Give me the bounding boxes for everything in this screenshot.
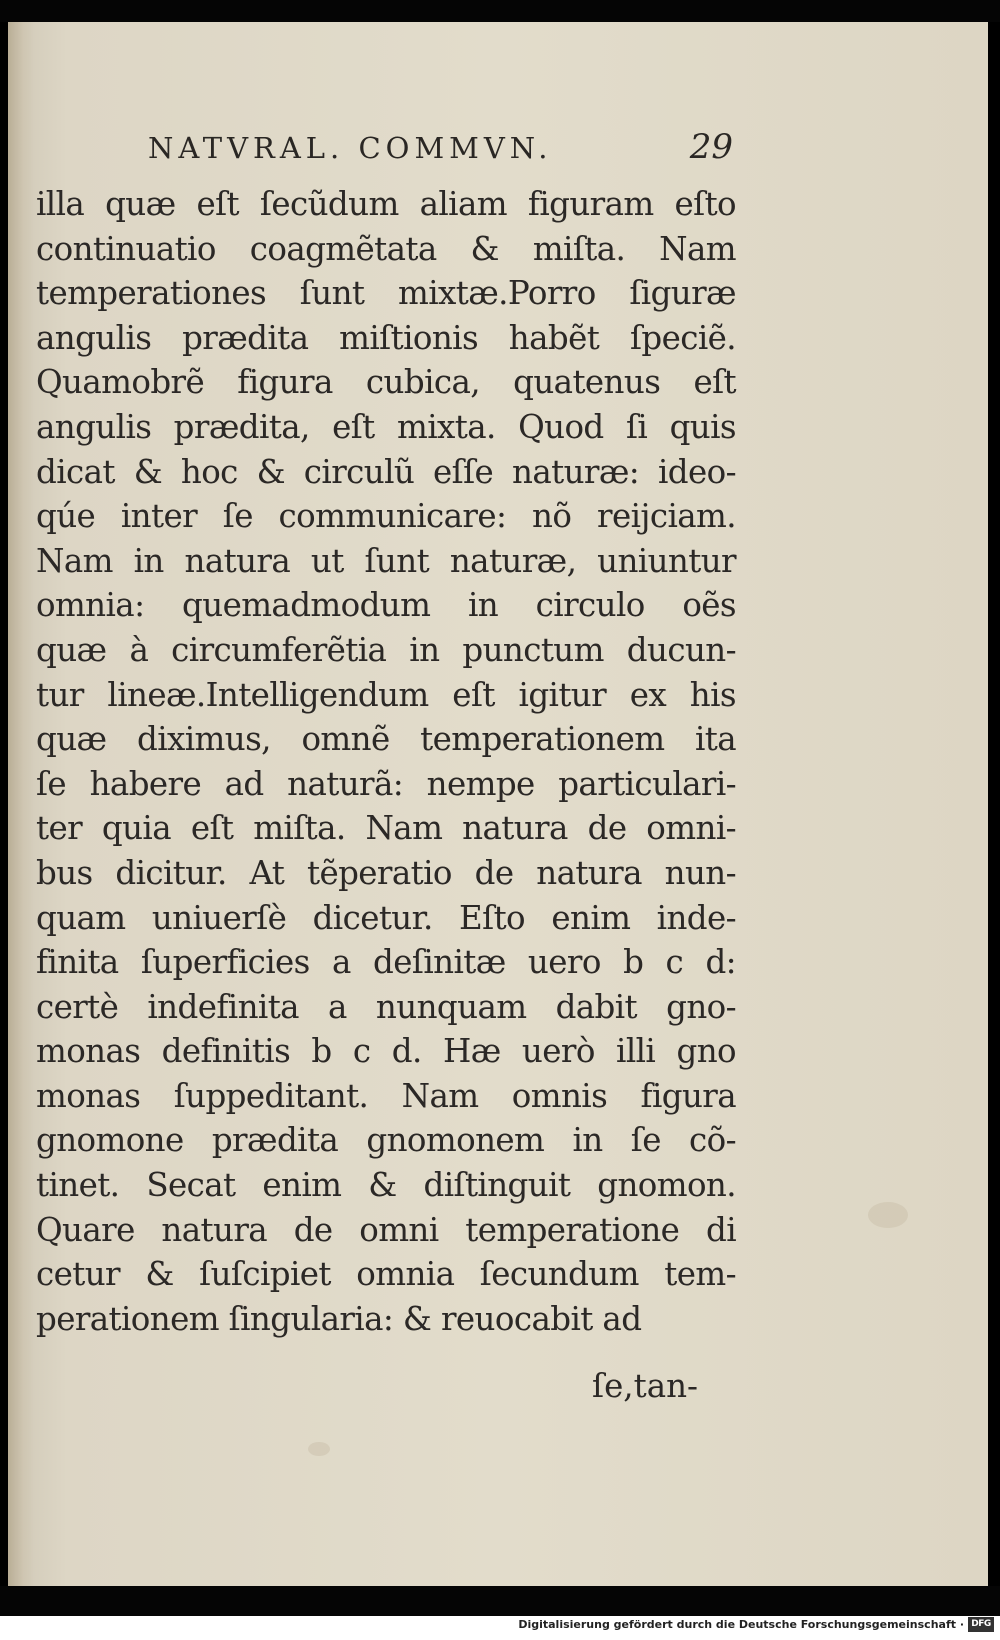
paper-stain bbox=[868, 1202, 908, 1228]
body-text bbox=[36, 182, 736, 1341]
text-line: angulis prædita, eſt mixta. Quod ſi quis bbox=[36, 407, 736, 446]
scan-top-border bbox=[0, 0, 1000, 22]
book-page bbox=[8, 22, 988, 1586]
text-line: cetur & ſuſcipiet omnia ſecundum tem- bbox=[36, 1255, 736, 1294]
text-line: Quare natura de omni temperatione di bbox=[36, 1210, 736, 1249]
page-gutter-shadow bbox=[8, 22, 34, 1586]
text-line: certè indefinita a nunquam dabit gno- bbox=[36, 987, 736, 1026]
text-line: tinet. Secat enim & diſtinguit gnomon. bbox=[36, 1166, 736, 1205]
text-line: omnia: quemadmodum in circulo oẽs bbox=[36, 586, 736, 625]
text-line: monas definitis b c d. Hæ uerò illi gno bbox=[36, 1032, 736, 1071]
digitization-credit: Digitalisierung gefördert durch die Deutsche Forschungsgemeinschaft · bbox=[518, 1618, 964, 1631]
catchword: ſe,tan- bbox=[592, 1367, 698, 1405]
running-head bbox=[148, 127, 733, 177]
text-line: Quamobrẽ figura cubica, quatenus eſt bbox=[36, 363, 736, 402]
text-line: qúe inter ſe communicare: nõ reijciam. bbox=[36, 497, 736, 536]
text-line: perationem ſingularia: & reuocabit ad bbox=[36, 1299, 642, 1338]
scan-footer bbox=[0, 1586, 1000, 1640]
text-line: gnomone prædita gnomonem in ſe cõ- bbox=[36, 1121, 736, 1160]
text-line: Nam in natura ut ſunt naturæ, uniuntur bbox=[36, 541, 736, 580]
scan-bottom-border bbox=[0, 1586, 1000, 1616]
text-line: monas ſuppeditant. Nam omnis figura bbox=[36, 1076, 736, 1115]
text-line: dicat & hoc & circulũ eſſe naturæ: ideo- bbox=[36, 452, 736, 491]
text-line: ſe habere ad naturã: nempe particulari- bbox=[36, 764, 736, 803]
page-number: 29 bbox=[689, 127, 733, 167]
text-line: quæ diximus, omnẽ temperationem ita bbox=[36, 720, 736, 759]
text-line: ter quia eſt miſta. Nam natura de omni- bbox=[36, 809, 736, 848]
text-line: continuatio coagmẽtata & miſta. Nam bbox=[36, 229, 736, 268]
text-line: tur lineæ.Intelligendum eſt igitur ex his bbox=[36, 675, 736, 714]
text-line: quæ à circumferẽtia in punctum ducun- bbox=[36, 630, 736, 669]
text-line: angulis prædita miſtionis habẽt ſpeciẽ. bbox=[36, 318, 736, 357]
text-line: quam uniuerſè dicetur. Eſto enim inde- bbox=[36, 898, 736, 937]
text-line: finita ſuperficies a deſinitæ uero b c d: bbox=[36, 943, 736, 982]
text-line: temperationes ſunt mixtæ.Porro ſiguræ bbox=[36, 274, 736, 313]
running-title: NATVRAL. COMMVN. bbox=[148, 131, 553, 165]
text-line: bus dicitur. At tẽperatio de natura nun- bbox=[36, 853, 736, 892]
paper-stain bbox=[308, 1442, 330, 1456]
dfg-logo-icon: DFG bbox=[968, 1617, 994, 1632]
text-line: illa quæ eſt ſecũdum aliam figuram eſto bbox=[36, 185, 736, 223]
